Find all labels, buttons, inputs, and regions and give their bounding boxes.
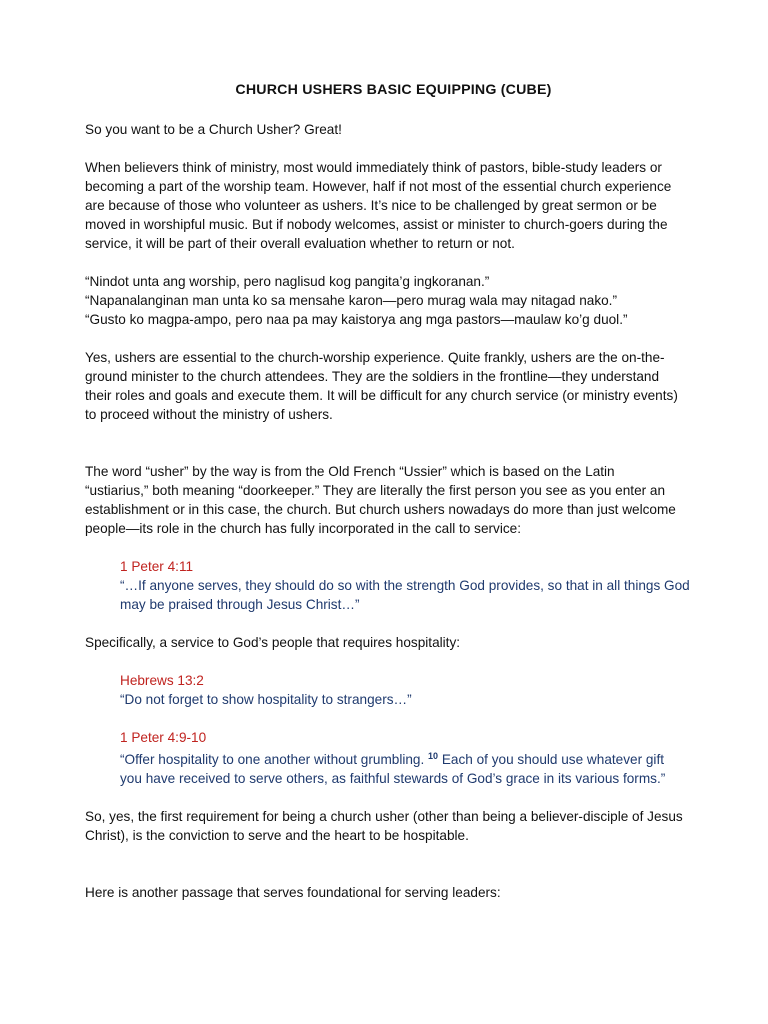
paragraph-line: becoming a part of the worship team. However, half if not most of the essential church experience [85, 179, 672, 194]
scripture-text-part: Each of you should use whatever gift [438, 752, 665, 767]
paragraph-line: Yes, ushers are essential to the church-worship experience. Quite frankly, ushers are the on-the- [85, 350, 665, 365]
paragraph-line: When believers think of ministry, most would immediately think of pastors, bible-study leaders or [85, 160, 662, 175]
quote-line: “Napanalanginan man unta ko sa mensahe karon—pero murag wala may nitagad nako.” [85, 293, 617, 308]
paragraph-ministry [85, 158, 702, 253]
scripture-reference: 1 Peter 4:9-10 [120, 730, 207, 745]
paragraph-line: are because of those who volunteer as ushers. It’s nice to be challenged by great sermon or be [85, 198, 657, 213]
paragraph-line: moved in worshipful music. But if nobody welcomes, assist or minister to church-goers during the [85, 217, 668, 232]
paragraph-essential [85, 348, 702, 424]
verse-number: 10 [428, 751, 439, 761]
scripture-hebrews-13-2 [120, 671, 702, 709]
paragraph-hospitality: Specifically, a service to God’s people that requires hospitality: [85, 635, 461, 650]
quote-line: “Gusto ko magpa-ampo, pero naa pa may kaistorya ang mga pastors—maulaw ko’g duol.” [85, 312, 628, 327]
paragraph-line: to proceed without the ministry of ushers. [85, 407, 333, 422]
visayan-quotes [85, 272, 702, 329]
scripture-reference: 1 Peter 4:11 [120, 559, 194, 574]
scripture-text [120, 747, 702, 769]
quote-line: “Nindot unta ang worship, pero naglisud kog pangita’g ingkoranan.” [85, 274, 490, 289]
paragraph-requirement [85, 807, 702, 845]
paragraph-line: The word “usher” by the way is from the Old French “Ussier” which is based on the Latin [85, 464, 615, 479]
scripture-text-part: “Offer hospitality to one another without grumbling. [120, 752, 429, 767]
scripture-text: may be praised through Jesus Christ…” [120, 597, 360, 612]
scripture-1peter-4-11 [120, 557, 702, 614]
scripture-text: “Do not forget to show hospitality to strangers…” [120, 692, 412, 707]
paragraph-etymology [85, 462, 702, 538]
paragraph-line: Christ), is the conviction to serve and the heart to be hospitable. [85, 828, 469, 843]
paragraph-line: people—its role in the church has fully incorporated in the call to service: [85, 521, 521, 536]
paragraph-line: their roles and goals and execute them. It will be difficult for any church service (or ministry events) [85, 388, 678, 403]
paragraph-line: So, yes, the first requirement for being a church usher (other than being a believer-disciple of Jesus [85, 809, 683, 824]
scripture-text: “…If anyone serves, they should do so with the strength God provides, so that in all things God [120, 578, 690, 593]
paragraph-another-passage: Here is another passage that serves foundational for serving leaders: [85, 885, 501, 900]
document-title: CHURCH USHERS BASIC EQUIPPING (CUBE) [235, 82, 552, 98]
paragraph-line: “ustiarius,” both meaning “doorkeeper.” They are literally the first person you see as you enter an [85, 483, 666, 498]
paragraph-line: ground minister to the church attendees. They are the soldiers in the frontline—they understand [85, 369, 660, 384]
intro-paragraph: So you want to be a Church Usher? Great! [85, 122, 342, 137]
scripture-1peter-4-9-10 [120, 728, 702, 788]
scripture-reference: Hebrews 13:2 [120, 673, 204, 688]
scripture-text: you have received to serve others, as faithful stewards of God’s grace in its various forms.” [120, 771, 666, 786]
paragraph-line: service, it will be part of their overall evaluation whether to return or not. [85, 236, 515, 251]
paragraph-line: establishment or in this case, the church. But church ushers nowadays do more than just welcome [85, 502, 676, 517]
